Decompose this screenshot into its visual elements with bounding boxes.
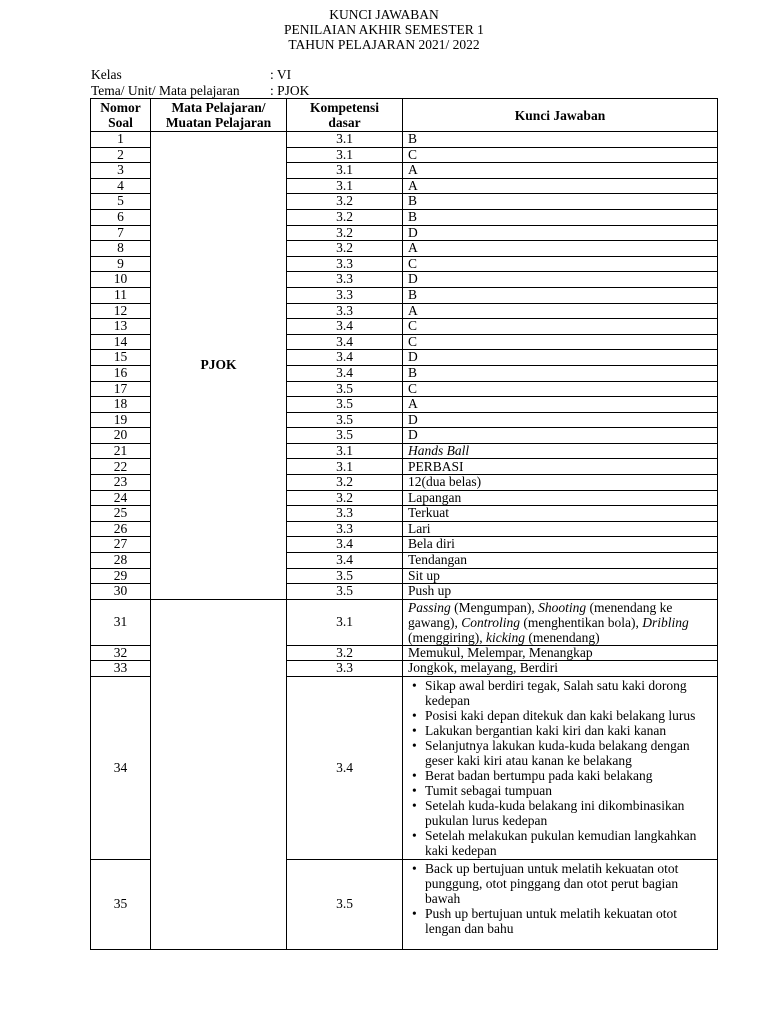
header-mata-pelajaran: Mata Pelajaran/ Muatan Pelajaran <box>151 99 287 132</box>
answer-cell: D <box>403 225 718 241</box>
answer-cell: A <box>403 163 718 179</box>
nomor-cell: 2 <box>91 147 151 163</box>
kd-cell: 3.2 <box>287 194 403 210</box>
nomor-cell: 10 <box>91 272 151 288</box>
nomor-cell: 35 <box>91 860 151 950</box>
list-item: • Sikap awal berdiri tegak, Salah satu kaki dorong kedepan <box>425 678 712 708</box>
kd-cell: 3.5 <box>287 428 403 444</box>
kd-cell: 3.2 <box>287 241 403 257</box>
nomor-cell: 18 <box>91 397 151 413</box>
nomor-cell: 29 <box>91 568 151 584</box>
nomor-cell: 11 <box>91 287 151 303</box>
kd-cell: 3.3 <box>287 521 403 537</box>
kd-cell: 3.5 <box>287 584 403 600</box>
nomor-cell: 31 <box>91 599 151 645</box>
list-item: • Setelah melakukan pukulan kemudian langkahkan kaki kedepan <box>425 828 712 858</box>
answer-cell: Hands Ball <box>403 443 718 459</box>
nomor-cell: 16 <box>91 365 151 381</box>
nomor-cell: 14 <box>91 334 151 350</box>
nomor-cell: 28 <box>91 553 151 569</box>
list-item: • Berat badan bertumpu pada kaki belakang <box>425 768 712 783</box>
kd-cell: 3.3 <box>287 287 403 303</box>
kd-cell: 3.4 <box>287 365 403 381</box>
kelas-value: : VI <box>270 67 292 82</box>
answer-cell: B <box>403 194 718 210</box>
nomor-cell: 5 <box>91 194 151 210</box>
kd-cell: 3.1 <box>287 132 403 148</box>
kd-cell: 3.2 <box>287 209 403 225</box>
answer-cell: A <box>403 303 718 319</box>
nomor-cell: 24 <box>91 490 151 506</box>
answer-cell: D <box>403 272 718 288</box>
title-line-3: TAHUN PELAJARAN 2021/ 2022 <box>288 37 480 52</box>
list-item: • Selanjutnya lakukan kuda-kuda belakang dengan geser kaki kiri atau kanan ke belakang <box>425 738 712 768</box>
answer-cell: A <box>403 241 718 257</box>
nomor-cell: 12 <box>91 303 151 319</box>
kd-cell: 3.2 <box>287 225 403 241</box>
answer-cell: B <box>403 209 718 225</box>
answer-cell: PERBASI <box>403 459 718 475</box>
kd-cell: 3.2 <box>287 645 403 661</box>
answer-cell: C <box>403 319 718 335</box>
tema-value: : PJOK <box>270 83 310 98</box>
term-kicking: kicking <box>485 629 525 645</box>
nomor-cell: 30 <box>91 584 151 600</box>
kd-cell: 3.4 <box>287 553 403 569</box>
kd-cell: 3.3 <box>287 661 403 677</box>
nomor-cell: 32 <box>91 645 151 661</box>
tema-line <box>91 83 309 98</box>
nomor-cell: 3 <box>91 163 151 179</box>
subject-cell-empty <box>151 599 287 949</box>
nomor-cell: 6 <box>91 209 151 225</box>
answer-35-list <box>408 861 712 936</box>
nomor-cell: 34 <box>91 677 151 860</box>
answer-cell: B <box>403 132 718 148</box>
kd-cell: 3.4 <box>287 537 403 553</box>
kd-cell: 3.3 <box>287 256 403 272</box>
answer-cell: A <box>403 178 718 194</box>
nomor-cell: 19 <box>91 412 151 428</box>
kd-cell: 3.1 <box>287 599 403 645</box>
nomor-cell: 17 <box>91 381 151 397</box>
nomor-cell: 4 <box>91 178 151 194</box>
nomor-cell: 26 <box>91 521 151 537</box>
answer-cell: Push up <box>403 584 718 600</box>
answer-cell: C <box>403 147 718 163</box>
kd-cell: 3.5 <box>287 860 403 950</box>
answer-cell <box>403 599 718 645</box>
title-line-1: KUNCI JAWABAN <box>329 7 439 22</box>
list-item: • Push up bertujuan untuk melatih kekuatan otot lengan dan bahu <box>425 906 712 936</box>
answer-key-table <box>90 98 718 950</box>
kd-cell: 3.4 <box>287 677 403 860</box>
answer-cell: D <box>403 412 718 428</box>
answer-cell: B <box>403 365 718 381</box>
nomor-cell: 20 <box>91 428 151 444</box>
kd-cell: 3.4 <box>287 319 403 335</box>
term-shooting: Shooting <box>538 599 587 615</box>
document-header <box>0 7 768 52</box>
list-item: • Back up bertujuan untuk melatih kekuatan otot punggung, otot pinggang dan otot perut bagian bawah <box>425 861 712 906</box>
term-text: (Mengumpan), <box>450 599 539 615</box>
answer-cell <box>403 677 718 860</box>
answer-cell: C <box>403 381 718 397</box>
kd-cell: 3.4 <box>287 334 403 350</box>
list-item: • Setelah kuda-kuda belakang ini dikombinasikan pukulan lurus kedepan <box>425 798 712 828</box>
tema-label: Tema/ Unit/ Mata pelajaran <box>91 83 240 98</box>
nomor-cell: 22 <box>91 459 151 475</box>
nomor-cell: 9 <box>91 256 151 272</box>
answer-cell: B <box>403 287 718 303</box>
table-row <box>91 132 718 148</box>
kd-cell: 3.1 <box>287 178 403 194</box>
list-item: • Posisi kaki depan ditekuk dan kaki belakang lurus <box>425 708 712 723</box>
term-passing: Passing <box>408 599 451 615</box>
kd-cell: 3.1 <box>287 459 403 475</box>
kd-cell: 3.5 <box>287 381 403 397</box>
nomor-cell: 25 <box>91 506 151 522</box>
term-controling: Controling <box>461 614 520 630</box>
answer-34-list <box>408 678 712 858</box>
kd-cell: 3.2 <box>287 475 403 491</box>
kd-cell: 3.5 <box>287 397 403 413</box>
answer-cell: D <box>403 428 718 444</box>
nomor-cell: 21 <box>91 443 151 459</box>
answer-cell <box>403 860 718 950</box>
kd-cell: 3.1 <box>287 443 403 459</box>
term-text: (menggiring), <box>408 629 486 645</box>
answer-cell: Memukul, Melempar, Menangkap <box>403 645 718 661</box>
kd-cell: 3.3 <box>287 272 403 288</box>
term-text: (menendang) <box>524 629 600 645</box>
table-row-31 <box>91 599 718 645</box>
kd-cell: 3.2 <box>287 490 403 506</box>
answer-cell: A <box>403 397 718 413</box>
answer-cell: Tendangan <box>403 553 718 569</box>
answer-cell: D <box>403 350 718 366</box>
header-nomor-soal: Nomor Soal <box>91 99 151 132</box>
nomor-cell: 23 <box>91 475 151 491</box>
nomor-cell: 27 <box>91 537 151 553</box>
term-text: (menghentikan bola), <box>520 614 643 630</box>
nomor-cell: 13 <box>91 319 151 335</box>
kd-cell: 3.1 <box>287 163 403 179</box>
answer-cell: Lapangan <box>403 490 718 506</box>
table-header-row <box>91 99 718 132</box>
answer-cell: Sit up <box>403 568 718 584</box>
kd-cell: 3.1 <box>287 147 403 163</box>
answer-cell: C <box>403 334 718 350</box>
term-text: (menendang ke gawang), <box>408 599 673 630</box>
answer-cell: Jongkok, melayang, Berdiri <box>403 661 718 677</box>
kd-cell: 3.4 <box>287 350 403 366</box>
answer-cell: Terkuat <box>403 506 718 522</box>
nomor-cell: 33 <box>91 661 151 677</box>
nomor-cell: 15 <box>91 350 151 366</box>
kelas-line <box>91 67 291 82</box>
answer-cell: Lari <box>403 521 718 537</box>
nomor-cell: 1 <box>91 132 151 148</box>
kd-cell: 3.5 <box>287 568 403 584</box>
kd-cell: 3.5 <box>287 412 403 428</box>
kd-cell: 3.3 <box>287 506 403 522</box>
term-dribling: Dribling <box>642 614 689 630</box>
answer-cell: 12(dua belas) <box>403 475 718 491</box>
header-kunci-jawaban: Kunci Jawaban <box>403 99 718 132</box>
header-kompetensi-dasar: Kompetensi dasar <box>287 99 403 132</box>
kd-cell: 3.3 <box>287 303 403 319</box>
list-item: • Lakukan bergantian kaki kiri dan kaki kanan <box>425 723 712 738</box>
list-item: • Tumit sebagai tumpuan <box>425 783 712 798</box>
nomor-cell: 7 <box>91 225 151 241</box>
nomor-cell: 8 <box>91 241 151 257</box>
answer-cell: C <box>403 256 718 272</box>
title-line-2: PENILAIAN AKHIR SEMESTER 1 <box>284 22 484 37</box>
kelas-label: Kelas <box>91 67 122 82</box>
subject-cell: PJOK <box>151 132 287 600</box>
answer-cell: Bela diri <box>403 537 718 553</box>
